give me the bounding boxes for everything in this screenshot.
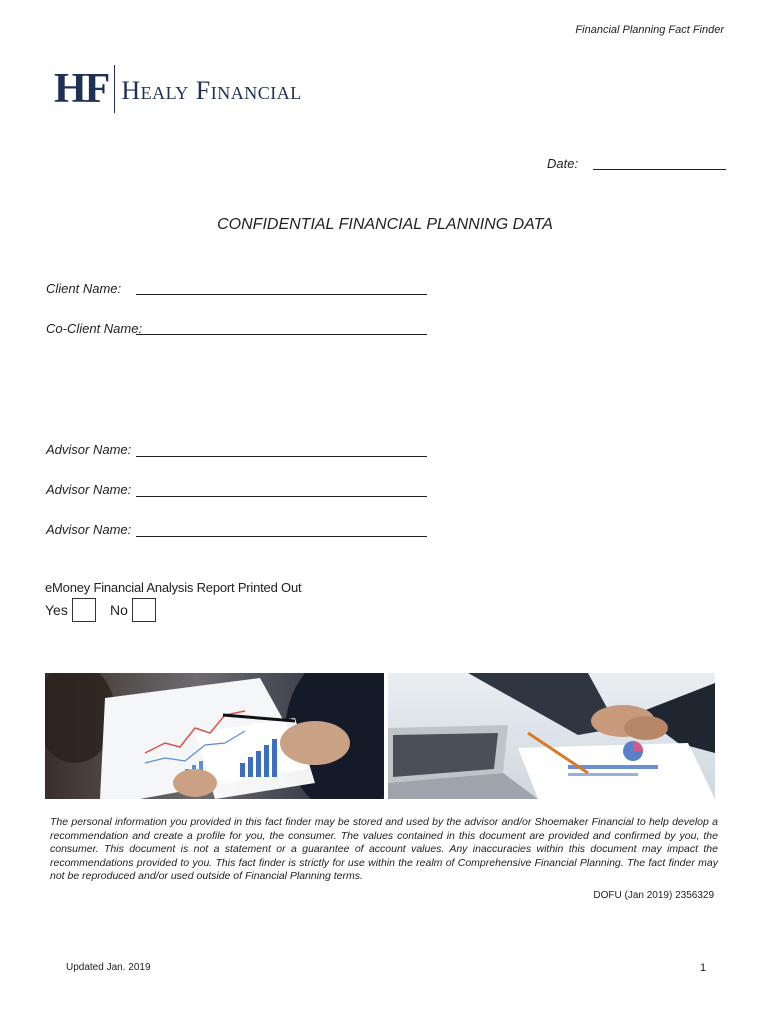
co-client-name-field[interactable] (136, 334, 427, 335)
date-field[interactable] (593, 169, 726, 170)
logo-divider (114, 65, 115, 113)
updated-date: Updated Jan. 2019 (66, 962, 151, 973)
yes-checkbox[interactable] (72, 598, 96, 622)
page-number: 1 (700, 962, 707, 974)
dofu-code: DOFU (Jan 2019) 2356329 (593, 890, 714, 901)
advisor-name-label: Advisor Name: (46, 442, 132, 457)
financial-charts-photo (45, 673, 384, 799)
no-checkbox[interactable] (132, 598, 156, 622)
privacy-disclaimer: The personal information you provided in this fact finder may be stored and used by the advisor and/or Shoemaker Financial to help develop a recommendation and create a profile for you, the consumer. The values contained in this document are provided and confirmed by you, the consumer. This document is not a statement or a guarantee of account values. Any inaccuracies within this document may impact the recommendations provided to you. This fact finder is strictly for use within the realm of Comprehensive Financial Planning. The fact finder may not be reproduced and/or used outside of Financial Planning terms. (50, 816, 718, 882)
document-title: CONFIDENTIAL FINANCIAL PLANNING DATA (217, 216, 553, 233)
advisor-name-field[interactable] (136, 496, 427, 497)
yes-label: Yes (45, 602, 68, 618)
header-title: Financial Planning Fact Finder (575, 24, 724, 36)
report-question: eMoney Financial Analysis Report Printed Out (45, 580, 302, 595)
client-name-label: Client Name: (46, 281, 122, 296)
advisor-name-label: Advisor Name: (46, 522, 132, 537)
logo-company-name: Healy Financial (121, 76, 302, 105)
advisor-name-field[interactable] (136, 536, 427, 537)
advisor-name-label: Advisor Name: (46, 482, 132, 497)
handshake-photo (388, 673, 715, 799)
client-name-field[interactable] (136, 294, 427, 295)
co-client-name-label: Co-Client Name: (46, 321, 143, 336)
company-logo (54, 64, 302, 114)
logo-monogram: HF (54, 66, 109, 112)
advisor-name-field[interactable] (136, 456, 427, 457)
date-label: Date: (547, 156, 579, 171)
no-label: No (110, 602, 128, 618)
